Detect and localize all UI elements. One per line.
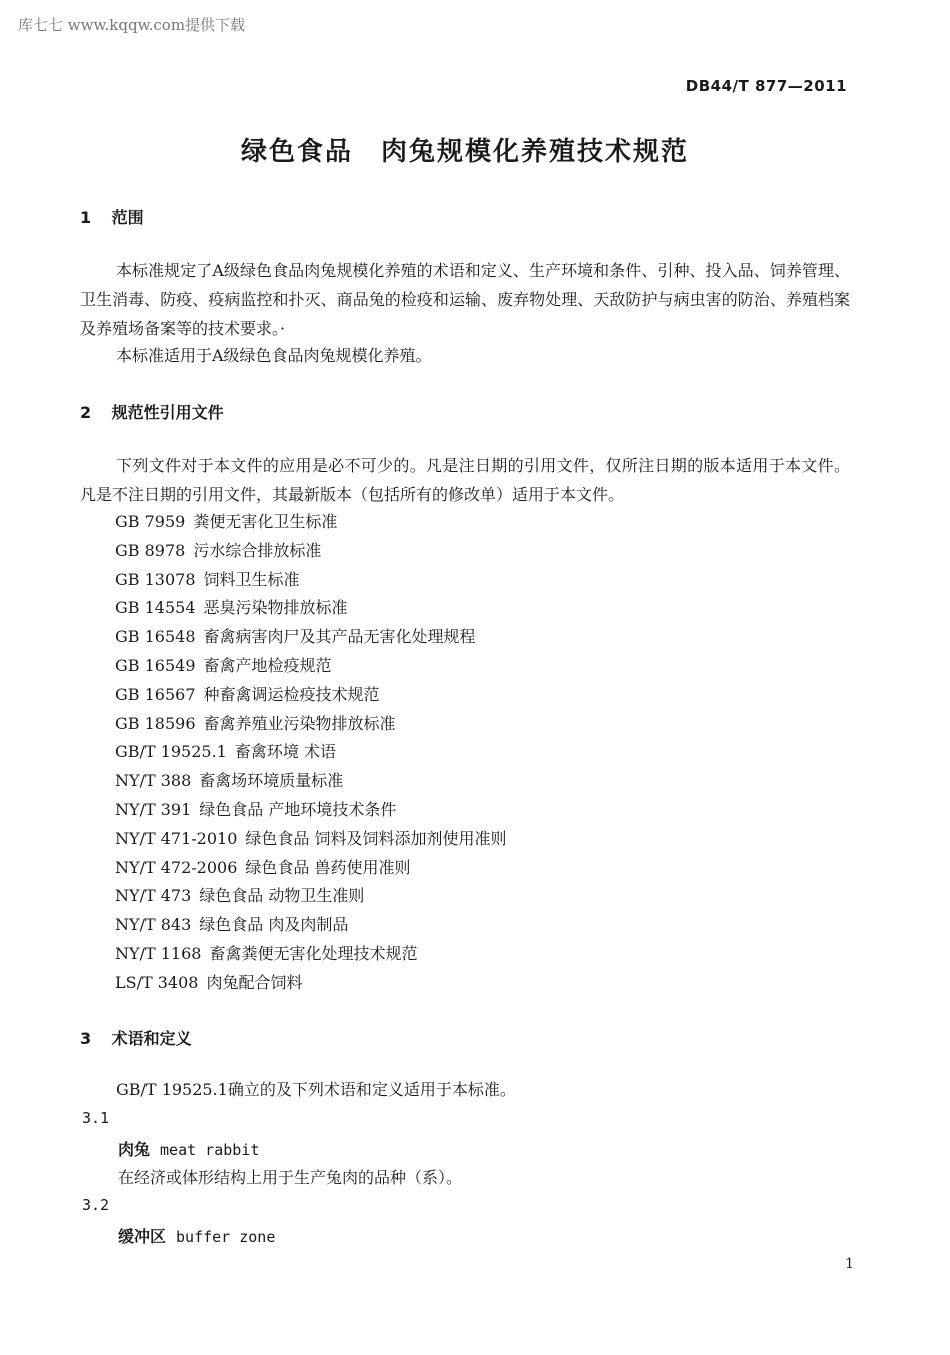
term-number: 3.2 (82, 1196, 110, 1214)
ref-code: NY/T 843 (115, 915, 192, 935)
ref-title: 绿色食品 兽药使用准则 (245, 857, 411, 877)
ref-code: GB 16549 (115, 655, 196, 675)
ref-title: 畜禽养殖业污染物排放标准 (203, 713, 396, 733)
list-item (115, 537, 506, 566)
list-item (115, 911, 506, 940)
ref-code: NY/T 388 (115, 771, 192, 791)
list-item (115, 882, 506, 911)
ref-code: GB 8978 (115, 540, 186, 560)
list-item (115, 710, 506, 739)
term-chinese: 缓冲区 (118, 1227, 167, 1246)
scope-paragraph-2: 本标准适用于A级绿色食品肉兔规模化养殖。 (116, 346, 432, 365)
ref-title: 肉兔配合饲料 (206, 972, 303, 992)
ref-code: GB 16567 (115, 684, 196, 704)
list-item (115, 652, 506, 681)
ref-code: GB 16548 (115, 627, 196, 647)
term-chinese: 肉兔 (118, 1140, 151, 1159)
ref-code: NY/T 471-2010 (115, 828, 238, 848)
list-item (115, 508, 506, 537)
ref-title: 饲料卫生标准 (203, 569, 300, 589)
section-2-heading (80, 400, 224, 423)
section-number: 3 (80, 1029, 92, 1048)
references-intro: 下列文件对于本文件的应用是必不可少的。凡是注日期的引用文件，仅所注日期的版本适用于本文件。凡是不注日期的引用文件，其最新版本（包括所有的修改单）适用于本文件。 (80, 456, 850, 504)
section-number: 1 (80, 208, 92, 227)
ref-title: 畜禽病害肉尸及其产品无害化处理规程 (203, 627, 476, 647)
ref-title: 绿色食品 动物卫生准则 (199, 886, 365, 906)
scope-paragraph-1: 本标准规定了A级绿色食品肉兔规模化养殖的术语和定义、生产环境和条件、引种、投入品、饲养管理、卫生消毒、防疫、疫病监控和扑灭、商品兔的检疫和运输、废弃物处理、天敌防护与病虫害的防治、养殖档案及养殖场备案等的技术要求。· (80, 261, 850, 338)
watermark-text: 库七七 www.kqqw.com提供下载 (18, 16, 246, 34)
list-item (115, 969, 506, 998)
list-item (115, 566, 506, 595)
ref-title: 绿色食品 肉及肉制品 (199, 915, 349, 935)
term-english: buffer zone (176, 1228, 276, 1246)
page-number: 1 (845, 1256, 854, 1272)
ref-title: 污水综合排放标准 (193, 540, 322, 560)
reference-list (115, 508, 506, 998)
ref-title: 粪便无害化卫生标准 (193, 512, 338, 531)
ref-title: 畜禽粪便无害化处理技术规范 (209, 943, 418, 963)
document-number: DB44/T 877—2011 (685, 77, 847, 95)
ref-code: NY/T 473 (115, 886, 192, 906)
page-title (0, 131, 930, 168)
section-1-heading (80, 205, 144, 228)
list-item (115, 796, 506, 825)
ref-title: 绿色食品 产地环境技术条件 (199, 799, 397, 819)
ref-code: NY/T 1168 (115, 943, 202, 963)
ref-code: GB 13078 (115, 569, 196, 589)
ref-code: NY/T 391 (115, 799, 192, 819)
ref-code: GB 18596 (115, 713, 196, 733)
terms-intro: GB/T 19525.1确立的及下列术语和定义适用于本标准。 (116, 1080, 516, 1099)
ref-title: 恶臭污染物排放标准 (203, 598, 348, 618)
ref-title: 畜禽产地检疫规范 (203, 655, 332, 675)
list-item (115, 594, 506, 623)
list-item (115, 825, 506, 854)
term-definition: 在经济或体形结构上用于生产兔肉的品种（系）。 (118, 1168, 463, 1187)
ref-code: GB 14554 (115, 598, 196, 618)
section-title: 范围 (111, 208, 144, 227)
ref-code: LS/T 3408 (115, 972, 199, 992)
term-number: 3.1 (82, 1109, 110, 1127)
ref-title: 畜禽场环境质量标准 (199, 771, 344, 791)
section-number: 2 (80, 403, 92, 422)
ref-code: GB/T 19525.1 (115, 742, 227, 762)
ref-title: 绿色食品 饲料及饲料添加剂使用准则 (245, 828, 507, 848)
section-3-heading (80, 1026, 192, 1049)
ref-code: GB 7959 (115, 512, 186, 531)
term-3-2 (118, 1224, 275, 1247)
title-part-1: 绿色食品 (240, 137, 353, 167)
section-title: 术语和定义 (111, 1029, 192, 1048)
ref-code: NY/T 472-2006 (115, 857, 238, 877)
ref-title: 畜禽环境 术语 (234, 742, 336, 762)
term-3-1 (118, 1137, 259, 1160)
term-english: meat rabbit (160, 1141, 260, 1159)
ref-title: 种畜禽调运检疫技术规范 (203, 684, 380, 704)
list-item (115, 854, 506, 883)
list-item (115, 738, 506, 767)
list-item (115, 940, 506, 969)
list-item (115, 767, 506, 796)
section-title: 规范性引用文件 (111, 403, 224, 422)
list-item (115, 623, 506, 652)
title-part-2: 肉兔规模化养殖技术规范 (381, 137, 690, 167)
list-item (115, 681, 506, 710)
